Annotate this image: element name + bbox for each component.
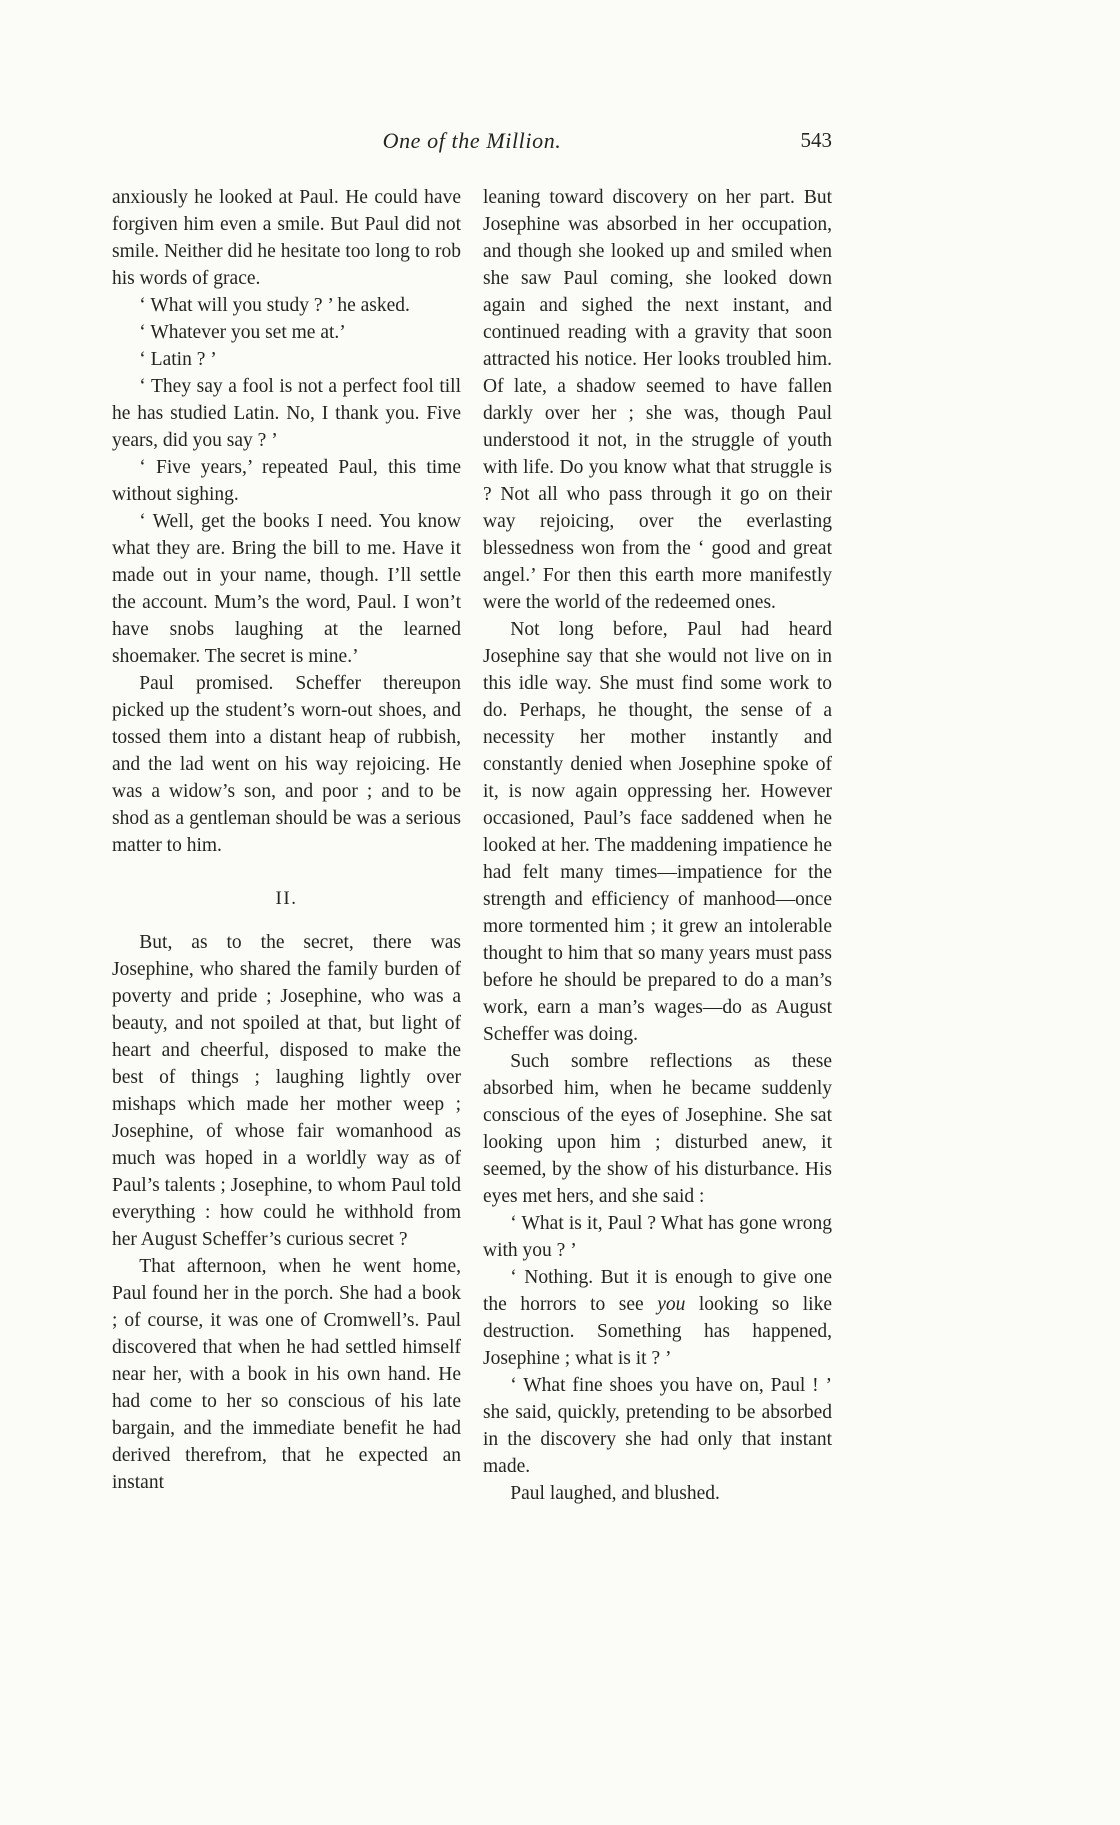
page-header [112,128,832,158]
paragraph: ‘ Five years,’ repeated Paul, this time without sighing. [112,457,461,505]
paragraph: ‘ Whatever you set me at.’ [139,322,346,343]
section-heading: II. [275,888,298,909]
paragraph: That afternoon, when he went home, Paul found her in the porch. She had a book ; of course, it was one of Cromwell’s. Paul discovered that when he had settled himself near her, with a book in his own hand. He had come to her so conscious of his late bargain, and the immediate benefit he had derived therefrom, that he expected an instant [112,1256,461,1493]
paragraph: ‘ Latin ? ’ [139,349,217,370]
paragraph: leaning toward discovery on her part. But Josephine was absorbed in her occupation, and though she looked up and smiled when she saw Paul coming, she looked down again and sighed the next instant, and continued reading with a gravity that soon attracted his notice. Her looks troubled him. Of late, a shadow seemed to have fallen darkly over her ; she was, though Paul understood it not, in the struggle of youth with life. Do you know what that struggle is ? Not all who pass through it go on their way rejoicing, over the everlasting blessedness won from the ‘ good and great angel.’ For then this earth more manifestly were the world of the redeemed ones. [483,187,832,613]
paragraph: ‘ They say a fool is not a perfect fool till he has studied Latin. No, I thank you. Five years, did you say ? ’ [112,376,461,451]
paragraph: Paul laughed, and blushed. [510,1483,720,1504]
paragraph: Paul promised. Scheffer thereupon picked up the student’s worn-out shoes, and tossed them into a distant heap of rubbish, and the lad went on his way rejoicing. He was a widow’s son, and poor ; and to be shod as a gentleman should be was a serious matter to him. [112,673,461,856]
paragraph: ‘ Nothing. But it is enough to give one the horrors to see you looking so like destruction. Something has happened, Josephine ; what is it ? ’ [483,1267,832,1369]
text-columns [112,184,832,1507]
page-number: 543 [800,128,832,152]
paragraph: ‘ What will you study ? ’ he asked. [139,295,410,316]
running-title: One of the Million. [382,128,562,153]
paragraph: ‘ Well, get the books I need. You know what they are. Bring the bill to me. Have it made out in your name, though. I’ll settle the account. Mum’s the word, Paul. I won’t have snobs laughing at the learned shoemaker. The secret is mine.’ [112,511,461,667]
paragraph: Not long before, Paul had heard Josephine say that she would not live on in this idle way. She must find some work to do. Perhaps, he thought, the sense of a necessity her mother instantly and constantly denied when Josephine spoke of it, is now again oppressing her. However occasioned, Paul’s face saddened when he looked at her. The maddening impatience he had felt many times—impatience for the strength and efficiency of manhood—once more tormented him ; it grew an intolerable thought to him that so many years must pass before he should be prepared to do a man’s work, earn a man’s wages—do as August Scheffer was doing. [483,619,832,1045]
paragraph: Such sombre reflections as these absorbed him, when he became suddenly conscious of the eyes of Josephine. She sat looking upon him ; disturbed anew, it seemed, by the show of his disturbance. His eyes met hers, and she said : [483,1051,832,1207]
left-column [112,184,461,1507]
paragraph: But, as to the secret, there was Josephine, who shared the family burden of poverty and pride ; Josephine, who was a beauty, and not spoiled at that, but light of heart and cheerful, disposed to make the best of things ; laughing lightly over mishaps which made her mother weep ; Josephine, of whose fair womanhood as much was hoped in a worldly way as of Paul’s talents ; Josephine, to whom Paul told everything : how could he withhold from her August Scheffer’s curious secret ? [112,932,461,1250]
paragraph: ‘ What is it, Paul ? What has gone wrong with you ? ’ [483,1213,832,1261]
paragraph: ‘ What fine shoes you have on, Paul ! ’ she said, quickly, pretending to be absorbed in the discovery she had only that instant made. [483,1375,832,1477]
paragraph: anxiously he looked at Paul. He could have forgiven him even a smile. But Paul did not smile. Neither did he hesitate too long to rob his words of grace. [112,187,461,289]
right-column [483,184,832,1507]
